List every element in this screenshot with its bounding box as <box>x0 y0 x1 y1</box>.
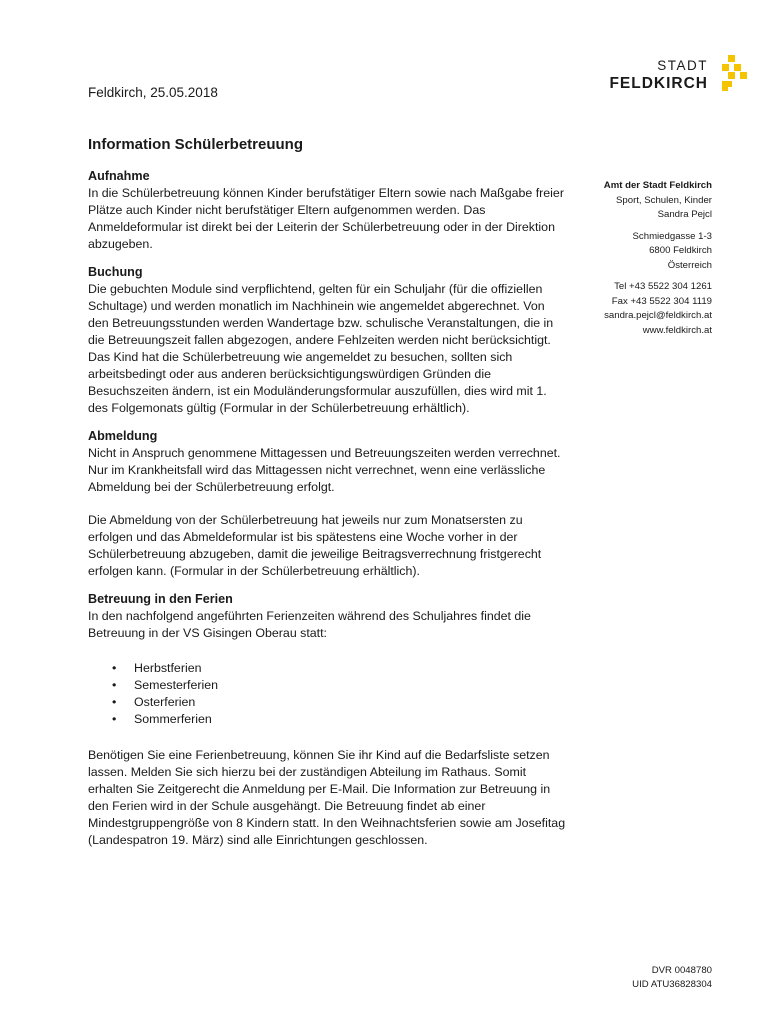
section-text: Benötigen Sie eine Ferienbetreuung, können Sie ihr Kind auf die Bedarfsliste setzen lassen. Melden Sie sich hierzu bei der zuständigen Abteilung im Rathaus. Somit erhalten Sie Zeitgerecht die Anmeldung per E-Mail. Die Information zur Betreuung in den Ferien wird in der Schule ausgehängt. Die Betreuung findet ab einer Mindestgruppengröße von 8 Kindern statt. In den Weihnachtsferien sowie am Josefitag (Landespatron 19. März) sind alle Einrichtungen geschlossen. <box>88 748 566 847</box>
sender-street: Schmiedgasse 1-3 <box>632 230 712 242</box>
logo-mark-square <box>728 55 735 62</box>
logo-mark-square <box>740 72 747 79</box>
section-ferien <box>88 591 566 849</box>
sender-phone: Tel +43 5522 304 1261 <box>614 281 712 292</box>
sender-fax: Fax +43 5522 304 1119 <box>611 295 712 307</box>
section-heading: Aufnahme <box>88 169 150 183</box>
logo-text-feldkirch: FELDKIRCH <box>609 75 708 92</box>
sender-contact-block <box>532 179 712 345</box>
footer-registration <box>632 964 712 992</box>
sender-city: 6800 Feldkirch <box>649 245 712 256</box>
list-item: • Semesterferien <box>112 677 566 694</box>
logo-text-stadt: STADT <box>657 58 708 73</box>
sender-department: Sport, Schulen, Kinder <box>616 194 712 206</box>
section-buchung <box>88 264 566 417</box>
logo-mark-square <box>722 64 729 71</box>
logo-mark-square <box>728 72 735 79</box>
logo <box>598 55 748 97</box>
section-text: In die Schülerbetreuung können Kinder berufstätiger Eltern sowie nach Maßgabe freier Plätze auch Kinder nicht berufstätiger Eltern aufgenommen werden. Das Anmeldeformular ist direkt bei der Leiterin der Schülerbetreuung oder in der Direktion abzugeben. <box>88 186 564 251</box>
sender-email-link[interactable]: sandra.pejcl@feldkirch.at <box>604 310 712 321</box>
list-item: • Herbstferien <box>112 660 566 677</box>
section-text: Die Abmeldung von der Schülerbetreuung hat jeweils nur zum Monatsersten zu erfolgen und das Abmeldeformular ist bis spätestens eine Woche vorher in der Schülerbetreuung abzugeben, damit die jeweilige Beitragsverrechnung fristgerecht erfolgen kann. (Formular in der Schülerbetreuung erhältlich). <box>88 513 542 578</box>
document-title: Information Schülerbetreuung <box>88 136 304 153</box>
main-content <box>88 168 566 860</box>
letter-date: Feldkirch, 25.05.2018 <box>88 85 218 100</box>
section-aufnahme <box>88 168 566 253</box>
footer-dvr: DVR 0048780 <box>651 965 712 976</box>
sender-website-link[interactable]: www.feldkirch.at <box>642 324 712 336</box>
section-text: In den nachfolgend angeführten Ferienzeiten während des Schuljahres findet die Betreuung in der VS Gisingen Oberau statt: <box>88 609 531 640</box>
section-heading: Buchung <box>88 265 143 279</box>
section-heading: Abmeldung <box>88 429 158 443</box>
footer-uid: UID ATU36828304 <box>632 979 712 990</box>
logo-mark-icon <box>719 55 747 95</box>
section-heading: Betreuung in den Ferien <box>88 592 233 606</box>
list-item: • Sommerferien <box>112 711 566 728</box>
sender-person: Sandra Pejcl <box>657 209 712 220</box>
section-abmeldung <box>88 428 566 580</box>
list-item: • Osterferien <box>112 694 566 711</box>
section-text: Nicht in Anspruch genommene Mittagessen und Betreuungszeiten werden verrechnet. Nur im Krankheitsfall wird das Mittagessen nicht verrechnet, wenn eine verlässliche Abmeldung bei der Schülerbetreuung erfolgt. <box>88 446 561 494</box>
logo-mark-square <box>734 64 741 71</box>
ferien-list <box>88 660 566 728</box>
section-text: Die gebuchten Module sind verpflichtend, gelten für ein Schuljahr (für die offiziellen Schultage) und werden monatlich im Nachhinein wie angemeldet abgerechnet. Von den Betreuungsstunden werden Wandertage bzw. schulische Veranstaltungen, die in die Betreuungszeit fallen abgezogen, andere Fehlzeiten werden nicht berücksichtigt. Das Kind hat die Schülerbetreuung wie angemeldet zu besuchen, sollten sich arbeitsbedingt oder aus anderen berücksichtigungswürdigen Gründen die Besuchszeiten ändern, ist ein Moduländerungsformular auszufüllen, dies wird mit 1. des Folgemonats gültig (Formular in der Schülerbetreuung erhältlich). <box>88 282 554 415</box>
sender-country: Österreich <box>667 259 712 271</box>
logo-mark-corner <box>722 81 732 91</box>
sender-organization: Amt der Stadt Feldkirch <box>603 180 712 191</box>
